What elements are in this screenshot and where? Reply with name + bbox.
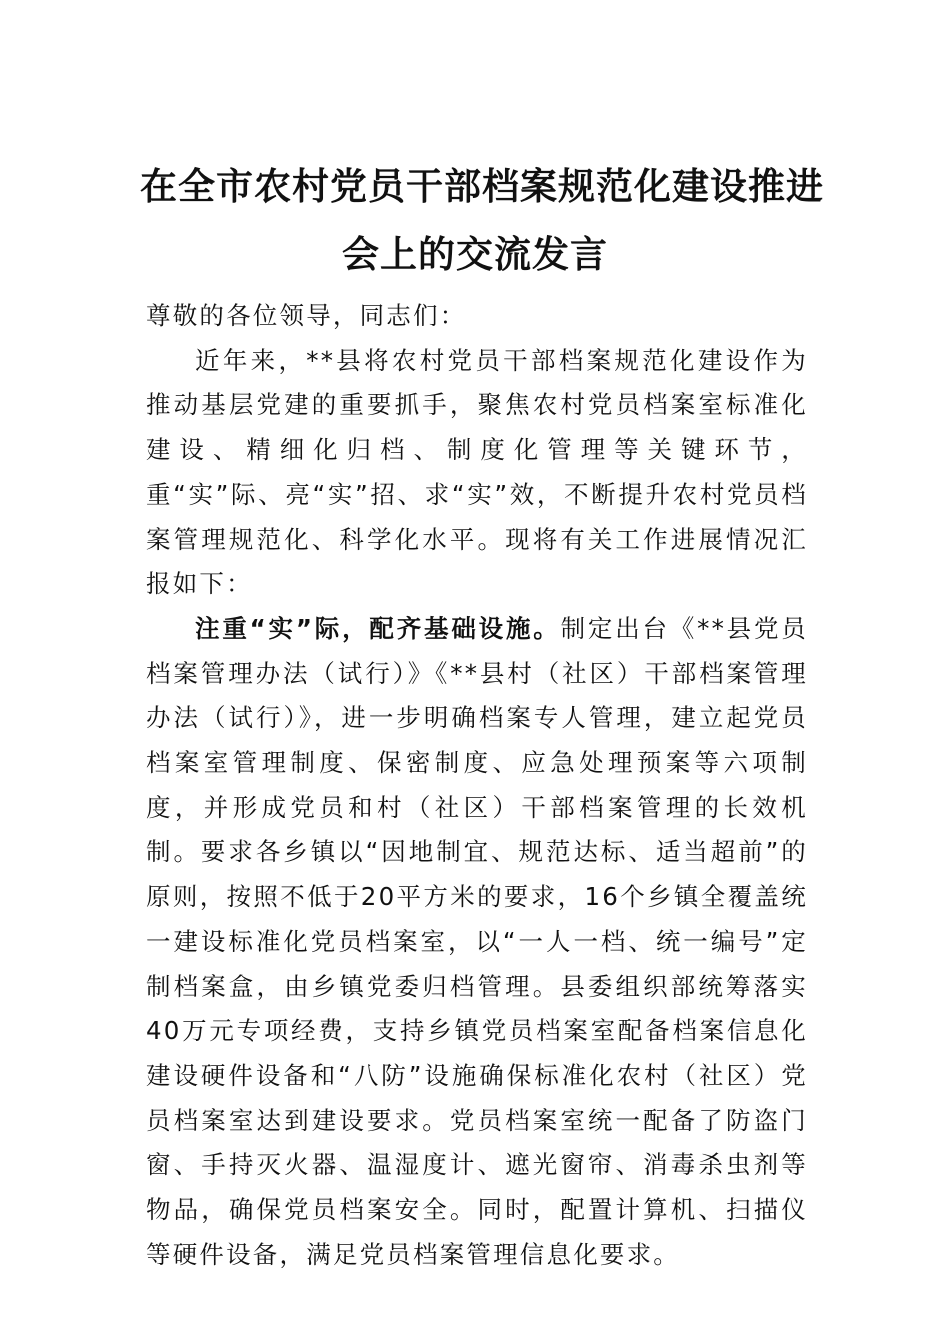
paragraph-infrastructure <box>146 607 808 1278</box>
paragraph-body: 制定出台《**县党员档案管理办法（试行）》《**县村（社区）干部档案管理办法（试行）》，进一步明确档案专人管理，建立起党员档案室管理制度、保密制度、应急处理预案等六项制度，并形成党员和村（社区）干部档案管理的长效机制。要求各乡镇以“因地制宜、规范达标、适当超前”的原则，按照不低于20平方米的要求，16个乡镇全覆盖统一建设标准化党员档案室，以“一人一档、统一编号”定制档案盒，由乡镇党委归档管理。县委组织部统筹落实40万元专项经费，支持乡镇党员档案室配备档案信息化建设硬件设备和“八防”设施确保标准化农村（社区）党员档案室达到建设要求。党员档案室统一配备了防盗门窗、手持灭火器、温湿度计、遮光窗帘、消毒杀虫剂等物品，确保党员档案安全。同时，配置计算机、扫描仪等硬件设备，满足党员档案管理信息化要求。 <box>146 613 808 1269</box>
document-body <box>146 294 808 1277</box>
paragraph-heading: 注重“实”际，配齐基础设施。 <box>195 613 561 643</box>
document-title-line-1: 在全市农村党员干部档案规范化建设推进 <box>140 164 824 208</box>
document-title-line-2: 会上的交流发言 <box>342 232 608 276</box>
salutation: 尊敬的各位领导，同志们： <box>146 301 467 330</box>
paragraph-intro: 近年来，**县将农村党员干部档案规范化建设作为推动基层党建的重要抓手，聚焦农村党员档案室标准化建设、精细化归档、制度化管理等关键环节，重“实”际、亮“实”招、求“实”效，不断提升农村党员档案管理规范化、科学化水平。现将有关工作进展情况汇报如下： <box>146 345 808 599</box>
